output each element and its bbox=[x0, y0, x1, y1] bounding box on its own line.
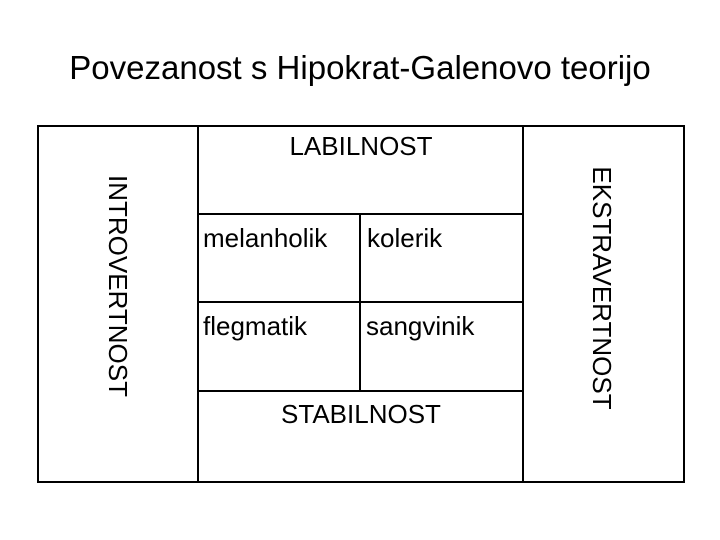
kolerik-cell: kolerik bbox=[367, 223, 443, 253]
sangvinik-cell: sangvinik bbox=[366, 311, 475, 341]
introvertnost-label: INTROVERTNOST bbox=[103, 175, 133, 397]
slide-title: Povezanost s Hipokrat-Galenovo teorijo bbox=[69, 49, 651, 86]
ekstravertnost-label: EKSTRAVERTNOST bbox=[587, 166, 617, 410]
labilnost-label: LABILNOST bbox=[289, 131, 433, 161]
melanholik-cell: melanholik bbox=[203, 223, 328, 253]
flegmatik-cell: flegmatik bbox=[203, 311, 308, 341]
stabilnost-label: STABILNOST bbox=[281, 399, 441, 429]
